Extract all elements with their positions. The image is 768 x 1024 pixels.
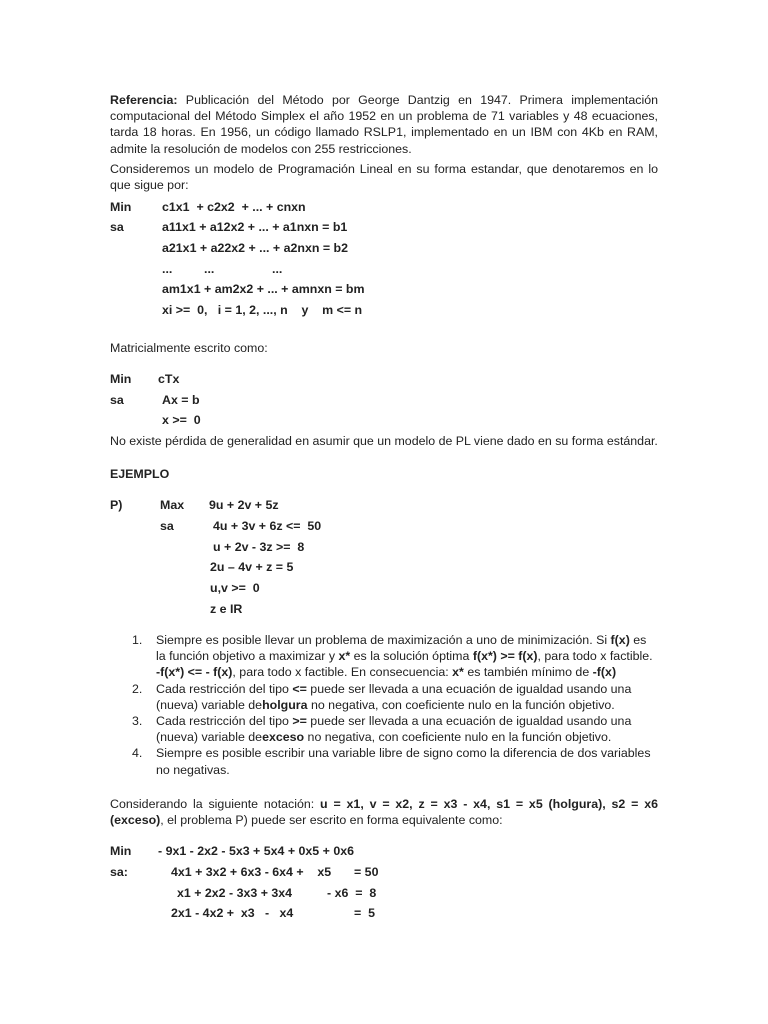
equiv-constraint-1-rhs: = 50 [354,865,379,879]
list-item: 4. Siempre es posible escribir una variable libre de signo como la diferencia de dos variables no negativas. [132,746,651,777]
matrix-min-label: Min [110,372,132,386]
matrix-intro: Matricialmente escrito como: [110,341,268,355]
reference-text: Publicación del Método por George Dantzig en 1947. Primera implementación computacional del Método Simplex el año 1952 en un problema de 71 variables y 48 ecuaciones, tarda 18 horas. En 1956, un código llamado RSLP1, implementado en un IBM con 4Kb en RAM, admite la resolución de modelos con 255 restricciones. [110,93,658,156]
matrix-sa-label: sa [110,393,124,407]
equiv-constraint-3-lhs: 2x1 - 4x2 + x3 - x4 [171,906,294,920]
model-constraint-1: a11x1 + a12x2 + ... + a1nxn = b1 [162,220,348,234]
model-objective: c1x1 + c2x2 + ... + cnxn [162,200,306,214]
list-item-number: 2. [132,681,143,696]
model-constraint-m: am1x1 + am2x2 + ... + amnxn = bm [162,282,365,296]
notes-list [110,632,658,778]
equiv-constraint-2-lhs: x1 + 2x2 - 3x3 + 3x4 [177,886,293,900]
equiv-min-label: Min [110,844,132,858]
example-problem-label: P) [110,498,123,512]
example-objective: 9u + 2v + 5z [209,498,279,512]
matrix-objective: cTx [158,372,180,386]
reference-paragraph [110,92,658,157]
intro-paragraph: Consideremos un modelo de Programación Lineal en su forma estandar, que denotaremos en lo que sigue por: [110,162,658,193]
example-sa-label: sa [160,519,174,533]
equiv-sa-label: sa: [110,865,128,879]
equiv-constraint-3-rhs: = 5 [354,906,376,920]
equiv-objective: - 9x1 - 2x2 - 5x3 + 5x4 + 0x5 + 0x6 [158,844,354,858]
list-item-number: 3. [132,714,143,729]
matrix-constraint: Ax = b [162,393,200,407]
example-constraint-4: u,v >= 0 [210,581,260,595]
reference-label: Referencia: [110,93,178,107]
example-constraint-3: 2u – 4v + z = 5 [210,560,294,574]
list-item-number: 4. [132,746,143,761]
model-dots-3: ... [272,262,283,276]
list-item-number: 1. [132,633,143,647]
list-item: 2. Cada restricción del tipo <= puede ser llevada a una ecuación de igualdad usando una (nueva) variable deholgura no negativa, con coeficiente nulo en la función objetivo. [132,681,632,712]
list-item: 3. Cada restricción del tipo >= puede ser llevada a una ecuación de igualdad usando una (nueva) variable deexceso no negativa, con coeficiente nulo en la función objetivo. [132,714,632,745]
equiv-constraint-2-rhs: - x6 = 8 [327,886,377,900]
notation-paragraph: Considerando la siguiente notación: u = x1, v = x2, z = x3 - x4, s1 = x5 (holgura), s2 = x6 (exceso), el problema P) puede ser escrito en forma equivalente como: [110,797,658,828]
model-dots-1: ... [162,262,173,276]
example-heading: EJEMPLO [110,467,170,481]
example-constraint-1: 4u + 3v + 6z <= 50 [213,519,322,533]
equiv-constraint-1-lhs: 4x1 + 3x2 + 6x3 - 6x4 + x5 [171,865,332,879]
list-item: 1. Siempre es posible llevar un problema de maximización a uno de minimización. Si f(x) es la función objetivo a maximizar y x* es la solución óptima f(x*) >= f(x), para todo x factible. -f(x*) <= - f(x), para todo x factible. En consecuencia: x* es también mínimo de -f(x) [132,633,653,680]
model-min-label: Min [110,200,132,214]
example-constraint-2: u + 2v - 3z >= 8 [213,540,305,554]
model-nonneg-condition: xi >= 0, i = 1, 2, ..., n y m <= n [162,303,363,317]
example-max-label: Max [160,498,185,512]
model-constraint-2: a21x1 + a22x2 + ... + a2nxn = b2 [162,241,348,255]
model-dots-2: ... [204,262,215,276]
example-constraint-5: z e IR [210,602,243,616]
matrix-nonneg: x >= 0 [162,413,201,427]
model-sa-label: sa [110,220,124,234]
generality-note: No existe pérdida de generalidad en asumir que un modelo de PL viene dado en su forma estándar. [110,434,658,448]
